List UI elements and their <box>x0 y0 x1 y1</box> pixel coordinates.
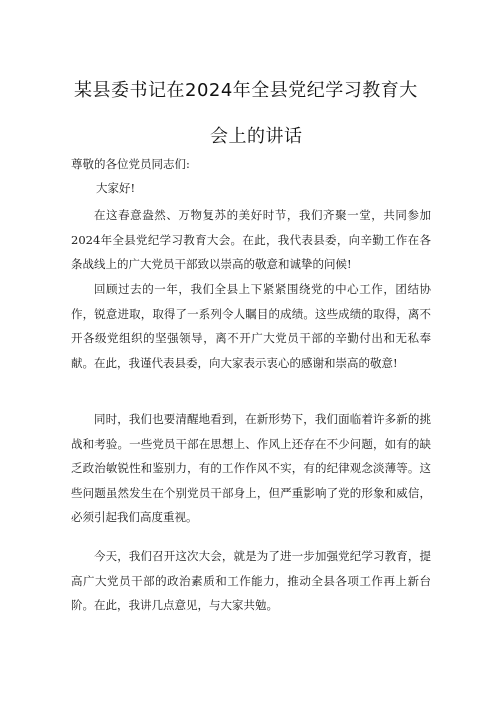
greeting: 大家好! <box>96 181 136 195</box>
paragraph-purpose: 今天，我们召开这次大会，就是为了进一步加强党纪学习教育，提高广大党员干部的政治素质和工作能力，推动全县各项工作再上新台阶。在此，我讲几点意见，与大家共勉。 <box>71 549 431 612</box>
salutation: 尊敬的各位党员同志们: <box>71 157 190 171</box>
paragraph-opening: 在这春意盎然、万物复苏的美好时节，我们齐聚一堂，共同参加2024年全县党纪学习教育大会。在此，我代表县委，向辛勤工作在各条战线上的广大党员干部致以崇高的敬意和诚挚的问候! <box>71 208 431 271</box>
paragraph-challenges: 同时，我们也要清醒地看到，在新形势下，我们面临着许多新的挑战和考验。一些党员干部在思想上、作风上还存在不少问题，如有的缺乏政治敏锐性和鉴别力，有的工作作风不实，有的纪律观念淡薄等。这些问题虽然发生在个别党员干部身上，但严重影响了党的形象和威信，必须引起我们高度重视。 <box>71 412 431 524</box>
document-title-line-1: 某县委书记在2024年全县党纪学习教育大 <box>74 80 418 101</box>
document-title-line-2: 会上的讲话 <box>210 126 303 147</box>
paragraph-review: 回顾过去的一年，我们全县上下紧紧围绕党的中心工作，团结协作，锐意进取，取得了一系列令人瞩目的成绩。这些成绩的取得，离不开各级党组织的坚强领导，离不开广大党员干部的辛勤付出和无私奉献。在此，我谨代表县委，向大家表示衷心的感谢和崇高的敬意! <box>71 282 431 370</box>
